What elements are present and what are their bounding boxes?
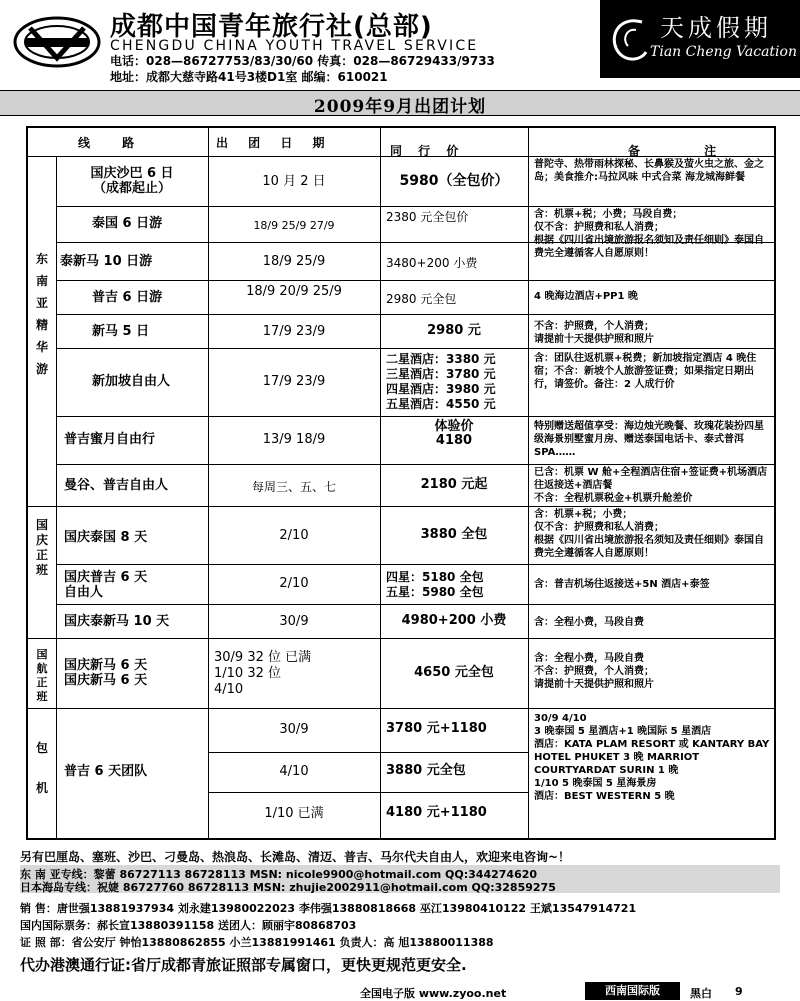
price-air-china-sin-mal: 4650 元全包: [414, 665, 494, 680]
date-national-day-phuket: 2/10: [279, 576, 309, 591]
route-national-day-thai-sin-mal: 国庆泰新马 10 天: [64, 614, 170, 629]
date-bangkok-phuket-free: 每周三、五、七: [251, 480, 336, 494]
price-singapore-free-3: 五星酒店：4550 元: [386, 397, 496, 411]
date-air-china-sin-mal-2: 4/10: [214, 682, 244, 697]
price-thailand-6d: 2380 元全包价: [386, 210, 469, 224]
brand-name-en: Tian Cheng Vacation: [650, 44, 797, 60]
price-national-day-phuket-0: 四星：5180 全包: [386, 570, 484, 584]
date-phuket-group-2: 1/10 已满: [264, 806, 324, 821]
note-singapore-free: 含：团队往返机票+税费；新加坡指定酒店 4 晚住宿；不含：新坡个人旅游签证费；如果指定日期出行，请签价。备注：2 人成行价: [534, 353, 757, 390]
agency-name-cn: 成都中国青年旅行社(总部): [110, 12, 433, 42]
footer-section-label: 西南国际版: [585, 982, 680, 1000]
other-destinations: 另有巴厘岛、塞班、沙巴、刁曼岛、热浪岛、长滩岛、清迈、普吉、马尔代夫自由人，欢迎来电咨询~！: [20, 850, 571, 864]
header-price: 同 行 价: [390, 144, 465, 158]
price-singapore-free-1: 三星酒店：3780 元: [386, 367, 496, 381]
agency-name-en: CHENGDU CHINA YOUTH TRAVEL SERVICE: [110, 38, 479, 54]
agency-phone: 电话：028—86727753/83/30/60 传真：028—86729433/9733: [110, 54, 495, 68]
date-thai-sin-mal: 18/9 25/9: [262, 254, 326, 269]
note-national-day-thai-sin-mal: 含：全程小费，马段自费: [534, 617, 644, 628]
price-sabah: 5980（全包价）: [399, 173, 509, 189]
price-phuket-6d: 2980 元全包: [386, 292, 457, 306]
route-sin-mal-5d: 新马 5 日: [92, 324, 150, 339]
route-bangkok-phuket-free: 曼谷、普吉自由人: [64, 478, 169, 493]
route-thai-sin-mal: 泰新马 10 日游: [60, 254, 153, 269]
note-national-day-thailand: 含：机票+税；小费； 仅不含：护照费和私人消费； 根据《四川省出境旅游报名须知及责任细则》泰国自费完全遵循客人自愿原则！: [534, 509, 764, 559]
date-sabah: 10 月 2 日: [262, 174, 326, 189]
note-sin-mal-5d: 不含：护照费，个人消费； 请提前十天提供护照和照片: [534, 321, 654, 345]
note-bangkok-phuket-free: 已含：机票 W 舱+全程酒店住宿+签证费+机场酒店往返接送+酒店餐 不含：全程机票税金+机票升舱差价: [534, 467, 768, 504]
route-thailand-6d: 泰国 6 日游: [92, 216, 163, 231]
note-sabah: 普陀寺、热带雨林探秘、长鼻猴及萤火虫之旅、金之岛；美食推介:马拉风味 中式合菜 海龙城海鲜餐: [534, 159, 764, 183]
route-sabah: 国庆沙巴 6 日 （成都起止）: [90, 166, 174, 196]
date-phuket-honeymoon: 13/9 18/9: [262, 432, 326, 447]
price-phuket-group-1: 3880 元全包: [386, 763, 466, 778]
region-charter: 包机: [35, 741, 48, 795]
agency-address: 地址：成都大慈寺路41号3楼D1室 邮编：610021: [110, 70, 388, 84]
date-thailand-6d: 18/9 25/9 27/9: [253, 219, 335, 232]
date-sin-mal-5d: 17/9 23/9: [262, 324, 326, 339]
region-air-china: 国航正班: [36, 648, 48, 703]
price-singapore-free-0: 二星酒店：3380 元: [386, 352, 496, 366]
note-phuket-honeymoon: 特别赠送超值享受：海边烛光晚餐、玫瑰花装扮四星级海景别墅蜜月房、赠送泰国电话卡、泰式普洱 SPA……: [534, 421, 764, 458]
route-phuket-6d: 普吉 6 日游: [92, 290, 163, 305]
brand-name-cn: 天成假期: [660, 14, 772, 42]
route-phuket-honeymoon: 普吉蜜月自由行: [64, 432, 156, 447]
price-phuket-group-0: 3780 元+1180: [386, 721, 487, 736]
note-national-day-phuket: 含：普吉机场往返接送+5N 酒店+泰签: [534, 579, 710, 590]
price-phuket-group-2: 4180 元+1180: [386, 805, 487, 820]
footer-page-number: 9: [735, 985, 743, 998]
date-national-day-thai-sin-mal: 30/9: [279, 614, 309, 629]
date-air-china-sin-mal-1: 1/10 32 位: [214, 666, 281, 681]
region-southeast-asia: 东南亚精华游: [35, 252, 48, 376]
date-air-china-sin-mal-0: 30/9 32 位 已满: [214, 650, 312, 665]
header-notes: 备 注: [628, 144, 747, 158]
route-air-china-sin-mal: 国庆新马 6 天 国庆新马 6 天: [64, 658, 148, 688]
date-phuket-group-0: 30/9: [279, 722, 309, 737]
region-national-day: 国庆正班: [35, 518, 48, 577]
date-national-day-thailand: 2/10: [279, 528, 309, 543]
date-phuket-group-1: 4/10: [279, 764, 309, 779]
footer-edition: 全国电子版 www.zyoo.net: [360, 987, 507, 1000]
price-national-day-phuket-1: 五星：5980 全包: [386, 585, 484, 599]
footer-color-mode: 黑白: [690, 987, 712, 1000]
price-sin-mal-5d: 2980 元: [427, 323, 481, 338]
tour-schedule-table: [26, 126, 776, 840]
agency-logo: [12, 14, 102, 70]
price-thai-sin-mal: 3480+200 小费: [386, 256, 478, 270]
note-air-china-sin-mal: 含：全程小费，马段自费 不含：护照费，个人消费； 请提前十天提供护照和照片: [534, 653, 654, 690]
header-route: 线 路: [78, 136, 149, 150]
se-asia-specialist: 东 南 亚专线：黎蕾 86727113 86728113 MSN: nicole9900@hotmail.com QQ:344274620: [20, 868, 538, 881]
visa-staff: 证 照 部：省公安厅 钟怡13880862855 小兰13881991461 负责人：高 旭13880011388: [20, 936, 494, 949]
page-title: 2009年9月出团计划: [313, 97, 487, 117]
header-date: 出 团 日 期: [216, 136, 333, 150]
price-national-day-thailand: 3880 全包: [420, 527, 488, 542]
ticketing-staff: 国内国际票务：郝长宣13880391158 送团人：顾丽宇80868703: [20, 919, 357, 932]
note-phuket-group: 30/9 4/10 3 晚泰国 5 星酒店+1 晚国际 5 星酒店 酒店：KATA PLAM RESORT 或 KANTARY BAY HOTEL PHUKET 3 晚 MARRIOT COURTYARDAT SURIN 1 晚 1/10 5 晚泰国 5 星海景房 酒店：BEST WESTERN 5 晚: [534, 713, 770, 802]
brand-swirl-icon: [606, 12, 650, 66]
note-thai-sin-mal: 含：机票+税；小费；马段自费； 仅不含：护照费和私人消费； 根据《四川省出境旅游报名须知及责任细则》泰国自费完全遵循客人自愿原则！: [534, 209, 764, 259]
price-singapore-free-2: 四星酒店：3980 元: [386, 382, 496, 396]
japan-island-specialist: 日本海岛专线：祝婕 86727760 86728113 MSN: zhujie2002911@hotmail.com QQ:32859275: [20, 881, 556, 894]
route-national-day-phuket: 国庆普吉 6 天 自由人: [64, 570, 148, 600]
hk-macau-pass-note: 代办港澳通行证:省厅成都青旅证照部专属窗口，更快更规范更安全.: [20, 956, 467, 974]
sales-staff: 销 售：唐世强13881937934 刘永建13980022023 李伟强13880818668 巫江13980410122 王斌13547914721: [20, 902, 637, 915]
date-phuket-6d: 18/9 20/9 25/9: [246, 284, 342, 299]
note-phuket-6d: 4 晚海边酒店+PP1 晚: [534, 291, 638, 302]
price-phuket-honeymoon: 体验价 4180: [434, 419, 474, 448]
price-bangkok-phuket-free: 2180 元起: [420, 477, 488, 492]
route-singapore-free: 新加坡自由人: [92, 374, 171, 389]
price-national-day-thai-sin-mal: 4980+200 小费: [401, 613, 507, 628]
route-phuket-group: 普吉 6 天团队: [64, 764, 148, 779]
route-national-day-thailand: 国庆泰国 8 天: [64, 530, 148, 545]
date-singapore-free: 17/9 23/9: [262, 374, 326, 389]
